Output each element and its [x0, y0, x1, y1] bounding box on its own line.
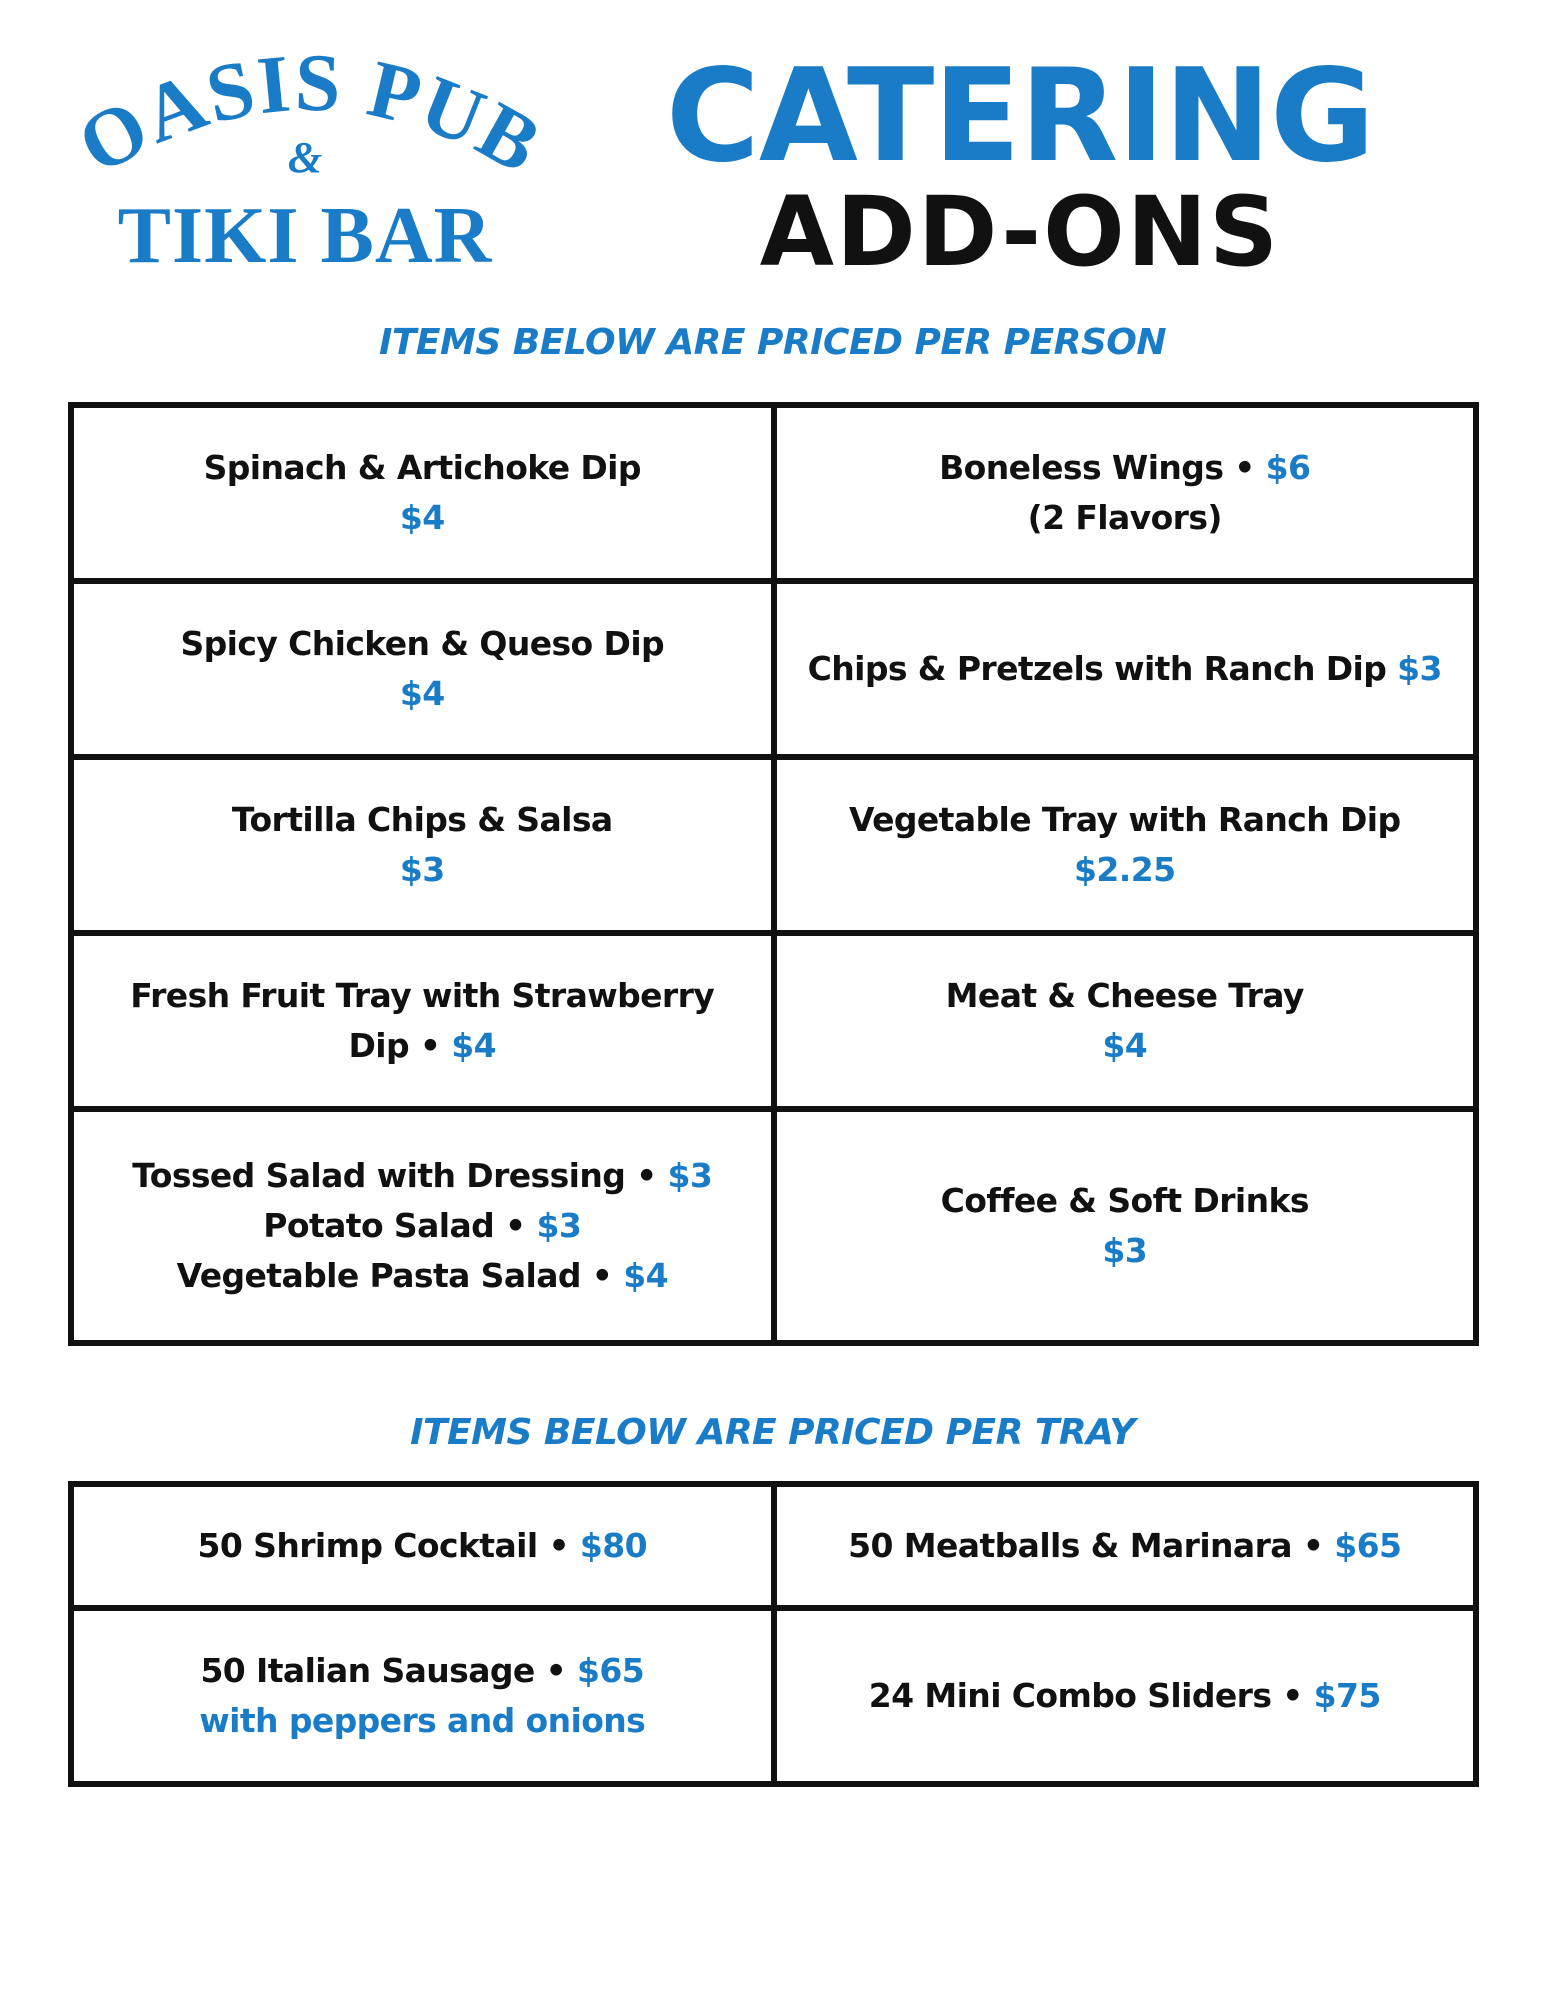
item-name: Tossed Salad with Dressing	[132, 1156, 626, 1195]
menu-cell-chips-pretzels	[774, 581, 1477, 757]
menu-cell-meatballs	[774, 1484, 1477, 1608]
menu-cell-queso-dip	[71, 581, 774, 757]
menu-cell-tortilla-chips	[71, 757, 774, 933]
item-price: $3	[1397, 649, 1442, 688]
item-name: 24 Mini Combo Sliders	[868, 1676, 1272, 1715]
table-row	[71, 757, 1476, 933]
bullet-separator: •	[537, 1526, 580, 1565]
bullet-separator: •	[1291, 1526, 1335, 1565]
brand-logo	[60, 36, 560, 280]
title-catering: CATERING	[665, 42, 1375, 191]
per-person-table	[68, 402, 1479, 1346]
item-price: $4	[399, 498, 445, 537]
table-row	[71, 1484, 1476, 1608]
item-line	[90, 1521, 755, 1571]
item-line	[793, 1671, 1458, 1721]
item-note: with peppers and onions	[199, 1701, 646, 1740]
item-line	[90, 1151, 755, 1201]
title-add-ons: ADD-ONS	[759, 176, 1281, 288]
logo-arc-text: OASIS PUB	[63, 36, 557, 192]
bullet-separator: •	[1271, 1676, 1314, 1715]
table-row	[71, 581, 1476, 757]
item-price: $4	[451, 1026, 497, 1065]
per-person-heading: ITEMS BELOW ARE PRICED PER PERSON	[378, 322, 1167, 363]
item-price: $65	[576, 1651, 645, 1690]
item-line	[90, 1201, 755, 1251]
item-line	[90, 1251, 755, 1301]
table-row	[71, 1109, 1476, 1343]
item-name: Tortilla Chips & Salsa	[231, 800, 613, 839]
item-price: $3	[536, 1206, 582, 1245]
per-tray-table	[68, 1481, 1479, 1787]
bullet-separator: •	[625, 1156, 668, 1195]
item-name: Spicy Chicken & Queso Dip	[180, 624, 665, 663]
item-price: $75	[1313, 1676, 1381, 1715]
item-name: Fresh Fruit Tray with Strawberry	[130, 976, 715, 1015]
item-price: $4	[623, 1256, 668, 1295]
item-name: Vegetable Pasta Salad	[176, 1256, 581, 1295]
menu-cell-spinach-dip	[71, 405, 774, 581]
menu-cell-boneless-wings	[774, 405, 1477, 581]
item-price: $3	[399, 850, 445, 889]
item-name: Potato Salad	[263, 1206, 495, 1245]
bullet-separator: •	[494, 1206, 537, 1245]
item-line	[793, 644, 1458, 694]
item-line	[90, 1646, 755, 1696]
item-name: 50 Italian Sausage	[200, 1651, 535, 1690]
item-name: Vegetable Tray with Ranch Dip	[848, 800, 1401, 839]
menu-cell-meat-cheese-tray	[774, 933, 1477, 1109]
logo-tiki-bar: TIKI BAR	[117, 192, 493, 280]
menu-cell-vegetable-tray	[774, 757, 1477, 933]
item-line	[793, 1521, 1458, 1571]
item-price: $65	[1334, 1526, 1402, 1565]
menu-cell-mini-sliders	[774, 1608, 1477, 1784]
bullet-separator: •	[534, 1651, 577, 1690]
item-price: $4	[399, 674, 445, 713]
logo-graphic	[60, 36, 560, 280]
item-line	[90, 1021, 755, 1071]
item-name: 50 Meatballs & Marinara	[848, 1526, 1292, 1565]
item-line	[793, 443, 1458, 493]
table-row	[71, 1608, 1476, 1784]
item-name: 50 Shrimp Cocktail	[197, 1526, 538, 1565]
item-name: Chips & Pretzels with Ranch Dip	[807, 649, 1387, 688]
table-row	[71, 405, 1476, 581]
menu-cell-salads	[71, 1109, 774, 1343]
item-note: (2 Flavors)	[1027, 498, 1222, 537]
item-name: Coffee & Soft Drinks	[940, 1181, 1309, 1220]
item-price: $80	[579, 1526, 647, 1565]
item-price: $3	[667, 1156, 713, 1195]
item-name: Spinach & Artichoke Dip	[203, 448, 641, 487]
bullet-separator: •	[1223, 448, 1266, 487]
bullet-separator: •	[580, 1256, 624, 1295]
menu-cell-italian-sausage	[71, 1608, 774, 1784]
per-tray-heading: ITEMS BELOW ARE PRICED PER TRAY	[410, 1412, 1135, 1453]
item-name: Meat & Cheese Tray	[945, 976, 1304, 1015]
menu-cell-fruit-tray	[71, 933, 774, 1109]
page-title	[640, 42, 1400, 288]
menu-cell-coffee-drinks	[774, 1109, 1477, 1343]
bullet-separator: •	[409, 1026, 452, 1065]
item-price: $2.25	[1074, 850, 1176, 889]
menu-cell-shrimp-cocktail	[71, 1484, 774, 1608]
item-name: Boneless Wings	[939, 448, 1224, 487]
item-price: $3	[1102, 1231, 1148, 1270]
item-name-cont: Dip	[348, 1026, 409, 1065]
item-price: $4	[1102, 1026, 1148, 1065]
logo-ampersand: &	[287, 133, 323, 182]
table-row	[71, 933, 1476, 1109]
item-price: $6	[1265, 448, 1311, 487]
